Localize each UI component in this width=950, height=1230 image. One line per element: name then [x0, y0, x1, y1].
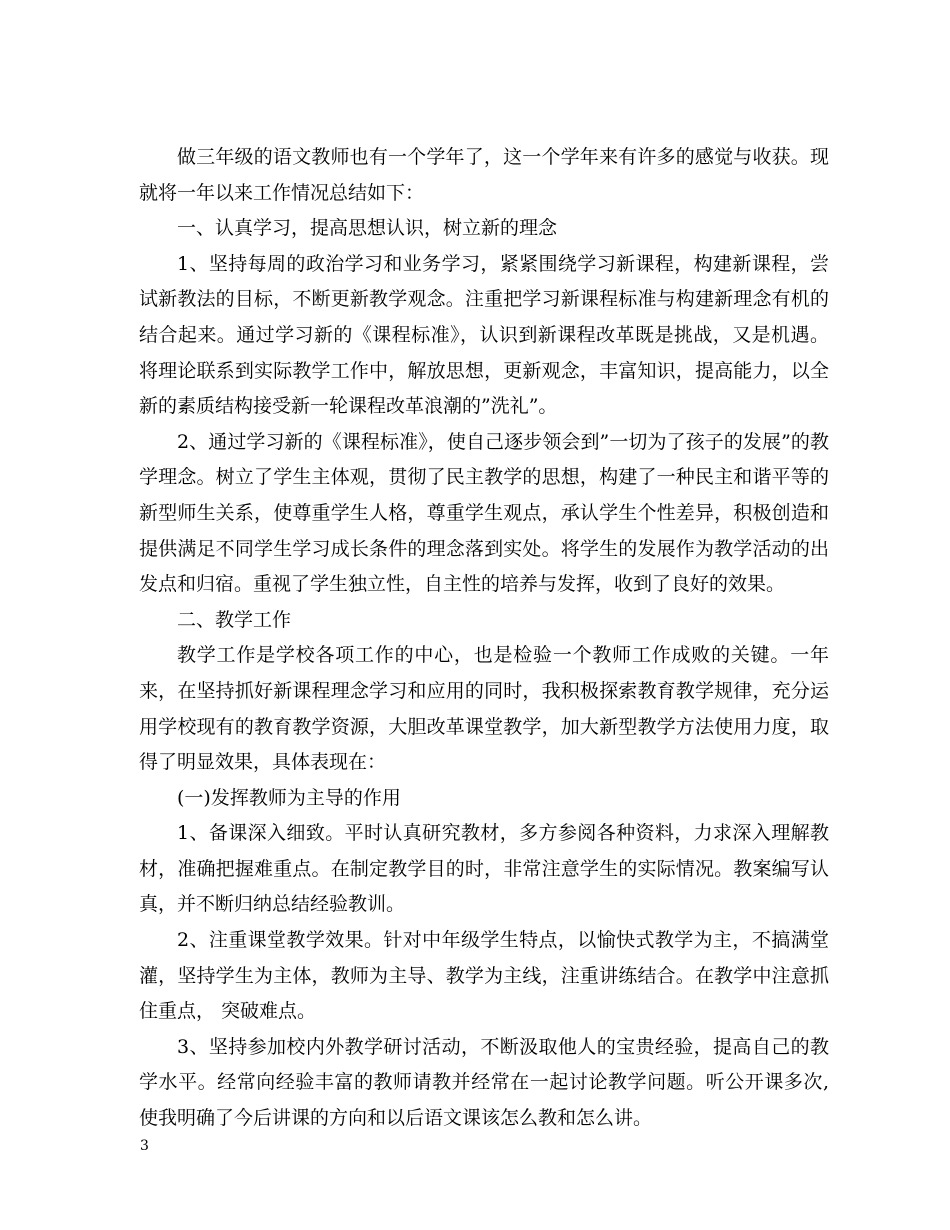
document-body	[139, 140, 829, 1137]
paragraph-2-1-3: 3、坚持参加校内外教学研讨活动，不断汲取他人的宝贵经验，提高自己的教学水平。经常向经验丰富的教师请教并经常在一起讨论教学问题。听公开课多次,使我明确了今后讲课的方向和以后语文课该怎么教和怎么讲。	[139, 1035, 829, 1130]
paragraph-2-intro: 教学工作是学校各项工作的中心，也是检验一个教师工作成败的关键。一年来，在坚持抓好新课程理念学习和应用的同时，我积极探索教育教学规律，充分运用学校现有的教育教学资源，大胆改革课堂教学，加大新型教学方法使用力度，取得了明显效果，具体表现在：	[139, 644, 829, 774]
section-heading-1: 一、认真学习，提高思想认识，树立新的理念	[177, 217, 558, 240]
paragraph-1-2: 2、通过学习新的《课程标准》，使自己逐步领会到”一切为了孩子的发展”的教学理念。树立了学生主体观，贯彻了民主教学的思想，构建了一种民主和谐平等的新型师生关系，使尊重学生人格，尊重学生观点，承认学生个性差异，积极创造和提供满足不同学生学习成长条件的理念落到实处。将学生的发展作为教学活动的出发点和归宿。重视了学生独立性，自主性的培养与发挥，收到了良好的效果。	[139, 430, 829, 596]
paragraph-2-1-1: 1、备课深入细致。平时认真研究教材，多方参阅各种资料，力求深入理解教材，准确把握难重点。在制定教学目的时，非常注意学生的实际情况。教案编写认真，并不断归纳总结经验教训。	[139, 822, 829, 916]
page-number: 3	[140, 1138, 149, 1154]
paragraph-intro: 做三年级的语文教师也有一个学年了，这一个学年来有许多的感觉与收获。现就将一年以来工作情况总结如下：	[139, 146, 829, 204]
paragraph-2-1-2: 2、注重课堂教学效果。针对中年级学生特点，以愉快式教学为主，不搞满堂灌，坚持学生为主体，教师为主导、教学为主线，注重讲练结合。在教学中注意抓住重点， 突破难点。	[139, 929, 829, 1023]
paragraph-1-1: 1、坚持每周的政治学习和业务学习，紧紧围绕学习新课程，构建新课程，尝试新教法的目标，不断更新教学观念。注重把学习新课程标准与构建新理念有机的结合起来。通过学习新的《课程标准》，认识到新课程改革既是挑战，又是机遇。将理论联系到实际教学工作中，解放思想，更新观念，丰富知识，提高能力，以全新的素质结构接受新一轮课程改革浪潮的”洗礼”。	[139, 252, 829, 418]
subsection-heading-2-1: (一)发挥教师为主导的作用	[177, 786, 401, 809]
section-heading-2: 二、教学工作	[177, 608, 292, 631]
